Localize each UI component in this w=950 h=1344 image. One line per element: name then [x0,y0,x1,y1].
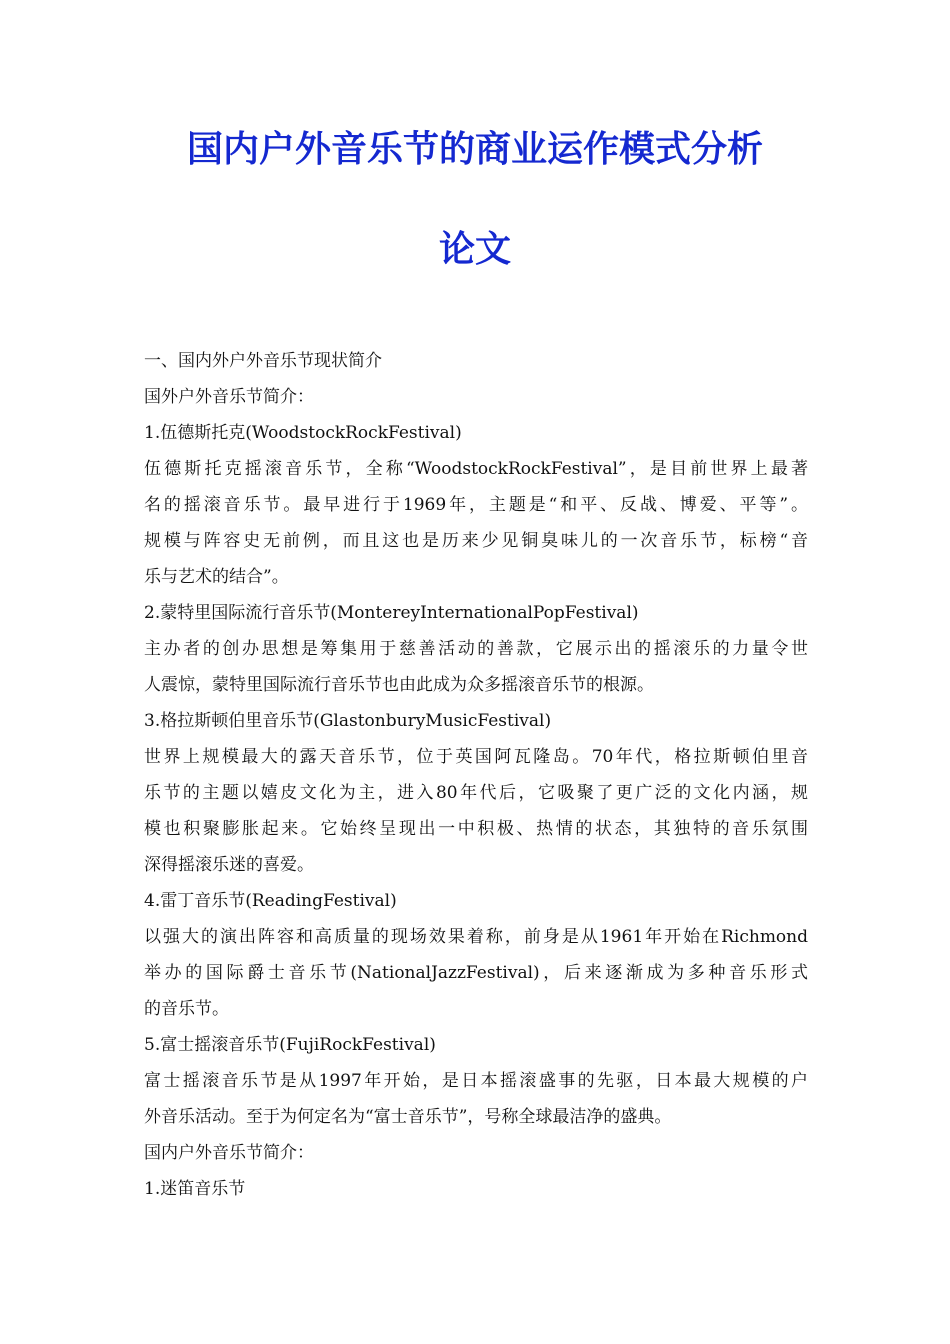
body-text-line: 主办者的创办思想是筹集用于慈善活动的善款，它展示出的摇滚乐的力量令世 [144,639,808,659]
body-text-line: 1.伍德斯托克(WoodstockRockFestival) [144,423,462,443]
body-text-line: 乐与艺术的结合”。 [144,567,289,587]
body-text-line: 富士摇滚音乐节是从1997年开始，是日本摇滚盛事的先驱，日本最大规模的户 [144,1071,808,1091]
body-text-line: 世界上规模最大的露天音乐节，位于英国阿瓦隆岛。70年代，格拉斯顿伯里音 [144,747,808,767]
body-text-line: 深得摇滚乐迷的喜爱。 [144,855,314,875]
body-text-line: 国内户外音乐节简介： [144,1143,314,1163]
body-text-line: 外音乐活动。至于为何定名为“富士音乐节”，号称全球最洁净的盛典。 [144,1107,672,1127]
body-text-line: 3.格拉斯顿伯里音乐节(GlastonburyMusicFestival) [144,711,552,731]
body-text-line: 1.迷笛音乐节 [144,1179,246,1199]
body-text-line: 人震惊，蒙特里国际流行音乐节也由此成为众多摇滚音乐节的根源。 [144,675,654,695]
body-text-line: 4.雷丁音乐节(ReadingFestival) [144,891,397,911]
body-text-line: 乐节的主题以嬉皮文化为主，进入80年代后，它吸聚了更广泛的文化内涵，规 [144,783,808,803]
body-text-line: 一、国内外户外音乐节现状简介 [144,351,382,371]
body-text-line: 模也积聚膨胀起来。它始终呈现出一中积极、热情的状态，其独特的音乐氛围 [144,819,808,839]
body-text-line: 规模与阵容史无前例，而且这也是历来少见铜臭味儿的一次音乐节，标榜“音 [144,531,808,551]
body-text-line: 伍德斯托克摇滚音乐节，全称“WoodstockRockFestival”，是目前世界上最著 [144,459,808,479]
body-text-line: 名的摇滚音乐节。最早进行于1969年，主题是“和平、反战、博爱、平等”。 [144,495,808,515]
document-body [144,343,808,1207]
body-text-line: 举办的国际爵士音乐节(NationalJazzFestival)，后来逐渐成为多种音乐形式 [144,963,808,983]
document-title-line-2: 论文 [438,229,511,270]
document-title-line-1: 国内户外音乐节的商业运作模式分析 [186,129,763,170]
body-text-line: 国外户外音乐节简介： [144,387,314,407]
body-text-line: 的音乐节。 [144,999,229,1019]
body-text-line: 以强大的演出阵容和高质量的现场效果着称，前身是从1961年开始在Richmond [144,927,808,947]
body-text-line: 2.蒙特里国际流行音乐节(MontereyInternationalPopFestival) [144,603,639,623]
body-text-line: 5.富士摇滚音乐节(FujiRockFestival) [144,1035,436,1055]
